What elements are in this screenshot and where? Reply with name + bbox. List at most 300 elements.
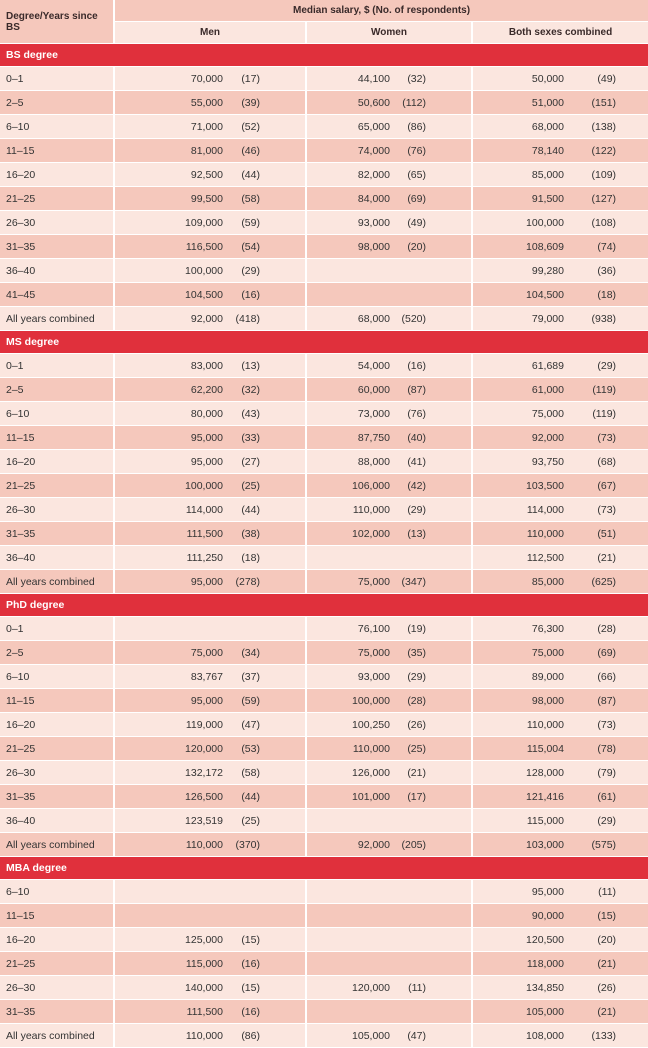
row-label: 21–25	[0, 187, 114, 211]
table-row	[0, 809, 648, 833]
men-count: (53)	[229, 737, 306, 761]
women-salary	[306, 880, 396, 904]
table-row	[0, 952, 648, 976]
both-count: (119)	[570, 402, 648, 426]
men-count: (58)	[229, 187, 306, 211]
table-row	[0, 474, 648, 498]
women-count: (40)	[396, 426, 472, 450]
table-row	[0, 570, 648, 594]
table-row	[0, 378, 648, 402]
women-salary: 65,000	[306, 115, 396, 139]
table-row	[0, 163, 648, 187]
table-row	[0, 115, 648, 139]
men-salary: 99,500	[114, 187, 229, 211]
women-salary: 88,000	[306, 450, 396, 474]
both-count: (575)	[570, 833, 648, 857]
women-salary	[306, 904, 396, 928]
men-count	[229, 880, 306, 904]
men-count: (59)	[229, 211, 306, 235]
men-count: (25)	[229, 809, 306, 833]
women-count: (13)	[396, 522, 472, 546]
men-salary: 100,000	[114, 259, 229, 283]
women-salary: 102,000	[306, 522, 396, 546]
men-count: (278)	[229, 570, 306, 594]
table-row	[0, 976, 648, 1000]
both-count: (108)	[570, 211, 648, 235]
women-count: (29)	[396, 665, 472, 689]
men-salary: 132,172	[114, 761, 229, 785]
men-salary: 104,500	[114, 283, 229, 307]
men-salary	[114, 904, 229, 928]
men-count: (370)	[229, 833, 306, 857]
both-salary: 128,000	[472, 761, 570, 785]
men-salary: 75,000	[114, 641, 229, 665]
both-count: (122)	[570, 139, 648, 163]
women-count: (47)	[396, 1024, 472, 1048]
both-salary: 114,000	[472, 498, 570, 522]
women-count: (28)	[396, 689, 472, 713]
both-salary: 90,000	[472, 904, 570, 928]
women-salary: 68,000	[306, 307, 396, 331]
men-salary: 126,500	[114, 785, 229, 809]
both-salary: 92,000	[472, 426, 570, 450]
table-row	[0, 713, 648, 737]
column-header-both: Both sexes combined	[472, 22, 648, 44]
both-salary: 104,500	[472, 283, 570, 307]
both-count: (61)	[570, 785, 648, 809]
women-salary: 87,750	[306, 426, 396, 450]
both-count: (69)	[570, 641, 648, 665]
both-count: (127)	[570, 187, 648, 211]
both-count: (151)	[570, 91, 648, 115]
both-count: (73)	[570, 426, 648, 450]
table-row	[0, 283, 648, 307]
both-salary: 89,000	[472, 665, 570, 689]
both-count: (74)	[570, 235, 648, 259]
table-body	[0, 44, 648, 1048]
row-label: All years combined	[0, 833, 114, 857]
women-salary: 60,000	[306, 378, 396, 402]
both-count: (29)	[570, 809, 648, 833]
women-count: (69)	[396, 187, 472, 211]
both-count: (26)	[570, 976, 648, 1000]
both-count: (119)	[570, 378, 648, 402]
men-count: (34)	[229, 641, 306, 665]
section-title: PhD degree	[0, 594, 648, 617]
both-count: (68)	[570, 450, 648, 474]
women-count: (42)	[396, 474, 472, 498]
men-salary: 115,000	[114, 952, 229, 976]
women-salary	[306, 283, 396, 307]
table-row	[0, 307, 648, 331]
men-salary: 114,000	[114, 498, 229, 522]
table-row	[0, 761, 648, 785]
both-count: (49)	[570, 67, 648, 91]
men-count: (38)	[229, 522, 306, 546]
both-count: (67)	[570, 474, 648, 498]
men-count: (418)	[229, 307, 306, 331]
both-count: (36)	[570, 259, 648, 283]
row-label: 41–45	[0, 283, 114, 307]
women-count: (25)	[396, 737, 472, 761]
women-salary: 101,000	[306, 785, 396, 809]
both-count: (109)	[570, 163, 648, 187]
men-count: (32)	[229, 378, 306, 402]
row-label: 16–20	[0, 450, 114, 474]
row-label: 16–20	[0, 163, 114, 187]
women-salary: 75,000	[306, 570, 396, 594]
women-salary: 106,000	[306, 474, 396, 498]
men-count: (52)	[229, 115, 306, 139]
men-count: (58)	[229, 761, 306, 785]
row-label: 31–35	[0, 522, 114, 546]
row-label: 26–30	[0, 498, 114, 522]
men-count: (16)	[229, 283, 306, 307]
men-salary: 109,000	[114, 211, 229, 235]
women-count: (32)	[396, 67, 472, 91]
row-label: 26–30	[0, 761, 114, 785]
row-label: 31–35	[0, 785, 114, 809]
men-salary: 70,000	[114, 67, 229, 91]
men-count: (27)	[229, 450, 306, 474]
both-salary: 68,000	[472, 115, 570, 139]
both-salary: 103,500	[472, 474, 570, 498]
both-salary: 121,416	[472, 785, 570, 809]
both-salary: 115,000	[472, 809, 570, 833]
men-count: (44)	[229, 785, 306, 809]
women-salary	[306, 259, 396, 283]
men-count: (44)	[229, 498, 306, 522]
women-salary: 110,000	[306, 498, 396, 522]
row-label: 36–40	[0, 259, 114, 283]
both-salary: 118,000	[472, 952, 570, 976]
both-salary: 93,750	[472, 450, 570, 474]
women-count: (347)	[396, 570, 472, 594]
both-salary: 115,004	[472, 737, 570, 761]
women-count	[396, 259, 472, 283]
both-salary: 61,000	[472, 378, 570, 402]
women-count: (205)	[396, 833, 472, 857]
column-header-women: Women	[306, 22, 472, 44]
women-salary: 93,000	[306, 665, 396, 689]
row-label: 21–25	[0, 474, 114, 498]
table-row	[0, 426, 648, 450]
table-row	[0, 833, 648, 857]
women-count	[396, 880, 472, 904]
both-count: (625)	[570, 570, 648, 594]
both-salary: 112,500	[472, 546, 570, 570]
table-row	[0, 450, 648, 474]
women-salary: 75,000	[306, 641, 396, 665]
women-count: (35)	[396, 641, 472, 665]
women-count: (11)	[396, 976, 472, 1000]
women-count	[396, 928, 472, 952]
women-count: (19)	[396, 617, 472, 641]
row-label: 36–40	[0, 809, 114, 833]
both-count: (73)	[570, 498, 648, 522]
both-salary: 85,000	[472, 570, 570, 594]
row-label: All years combined	[0, 307, 114, 331]
table-row	[0, 1024, 648, 1048]
men-salary: 111,500	[114, 522, 229, 546]
men-salary: 80,000	[114, 402, 229, 426]
column-header-men: Men	[114, 22, 306, 44]
row-label: 21–25	[0, 737, 114, 761]
women-count: (87)	[396, 378, 472, 402]
men-count: (17)	[229, 67, 306, 91]
women-salary: 92,000	[306, 833, 396, 857]
women-salary: 105,000	[306, 1024, 396, 1048]
women-count: (41)	[396, 450, 472, 474]
row-label: 11–15	[0, 426, 114, 450]
table-row	[0, 665, 648, 689]
men-count: (37)	[229, 665, 306, 689]
section-header-row	[0, 594, 648, 617]
table-row	[0, 187, 648, 211]
men-salary: 100,000	[114, 474, 229, 498]
men-count: (25)	[229, 474, 306, 498]
men-salary: 95,000	[114, 426, 229, 450]
women-count: (520)	[396, 307, 472, 331]
men-count: (16)	[229, 952, 306, 976]
row-label: 11–15	[0, 904, 114, 928]
table-row	[0, 259, 648, 283]
men-salary: 92,500	[114, 163, 229, 187]
both-salary: 108,609	[472, 235, 570, 259]
men-count: (43)	[229, 402, 306, 426]
row-label: 6–10	[0, 115, 114, 139]
both-salary: 105,000	[472, 1000, 570, 1024]
both-count: (938)	[570, 307, 648, 331]
table-row	[0, 737, 648, 761]
women-salary	[306, 546, 396, 570]
women-count	[396, 1000, 472, 1024]
both-salary: 75,000	[472, 402, 570, 426]
both-salary: 110,000	[472, 713, 570, 737]
men-salary: 111,500	[114, 1000, 229, 1024]
both-salary: 78,140	[472, 139, 570, 163]
men-count: (33)	[229, 426, 306, 450]
row-label: 26–30	[0, 211, 114, 235]
women-count: (20)	[396, 235, 472, 259]
men-count: (16)	[229, 1000, 306, 1024]
row-label: 11–15	[0, 139, 114, 163]
row-label: 2–5	[0, 378, 114, 402]
women-salary: 82,000	[306, 163, 396, 187]
table-row	[0, 641, 648, 665]
men-salary	[114, 880, 229, 904]
women-count	[396, 904, 472, 928]
table-row	[0, 904, 648, 928]
both-salary: 99,280	[472, 259, 570, 283]
row-label: 26–30	[0, 976, 114, 1000]
table-row	[0, 91, 648, 115]
row-label: 31–35	[0, 1000, 114, 1024]
women-salary	[306, 809, 396, 833]
table-row	[0, 928, 648, 952]
women-salary: 76,100	[306, 617, 396, 641]
row-label: All years combined	[0, 1024, 114, 1048]
women-count: (16)	[396, 354, 472, 378]
women-salary: 126,000	[306, 761, 396, 785]
men-count: (18)	[229, 546, 306, 570]
men-count: (86)	[229, 1024, 306, 1048]
row-label: 2–5	[0, 641, 114, 665]
women-salary: 100,000	[306, 689, 396, 713]
both-salary: 51,000	[472, 91, 570, 115]
row-label: 6–10	[0, 880, 114, 904]
men-salary	[114, 617, 229, 641]
women-count: (17)	[396, 785, 472, 809]
both-salary: 108,000	[472, 1024, 570, 1048]
row-label: 16–20	[0, 928, 114, 952]
men-count: (47)	[229, 713, 306, 737]
both-count: (78)	[570, 737, 648, 761]
row-label: 6–10	[0, 402, 114, 426]
men-salary: 83,767	[114, 665, 229, 689]
women-count: (76)	[396, 139, 472, 163]
women-count	[396, 283, 472, 307]
men-count: (15)	[229, 976, 306, 1000]
row-label: 36–40	[0, 546, 114, 570]
men-count: (59)	[229, 689, 306, 713]
men-count: (46)	[229, 139, 306, 163]
table-row	[0, 498, 648, 522]
table-row	[0, 785, 648, 809]
men-count: (54)	[229, 235, 306, 259]
section-header-row	[0, 857, 648, 880]
table-header	[0, 0, 648, 44]
men-salary: 140,000	[114, 976, 229, 1000]
men-count	[229, 617, 306, 641]
both-count: (20)	[570, 928, 648, 952]
both-count: (15)	[570, 904, 648, 928]
women-count: (29)	[396, 498, 472, 522]
both-salary: 85,000	[472, 163, 570, 187]
row-label: 0–1	[0, 354, 114, 378]
women-salary	[306, 952, 396, 976]
men-salary: 83,000	[114, 354, 229, 378]
women-salary: 84,000	[306, 187, 396, 211]
men-salary: 81,000	[114, 139, 229, 163]
row-label: 21–25	[0, 952, 114, 976]
men-salary: 123,519	[114, 809, 229, 833]
both-count: (21)	[570, 546, 648, 570]
women-count	[396, 546, 472, 570]
men-count: (29)	[229, 259, 306, 283]
both-salary: 50,000	[472, 67, 570, 91]
table-row	[0, 139, 648, 163]
women-salary	[306, 1000, 396, 1024]
men-salary: 95,000	[114, 570, 229, 594]
women-count: (86)	[396, 115, 472, 139]
women-salary: 50,600	[306, 91, 396, 115]
men-count: (44)	[229, 163, 306, 187]
men-salary: 95,000	[114, 450, 229, 474]
women-count: (76)	[396, 402, 472, 426]
both-salary: 103,000	[472, 833, 570, 857]
row-label: 0–1	[0, 67, 114, 91]
section-title: MBA degree	[0, 857, 648, 880]
both-salary: 95,000	[472, 880, 570, 904]
men-salary: 119,000	[114, 713, 229, 737]
row-label: 2–5	[0, 91, 114, 115]
both-count: (29)	[570, 354, 648, 378]
both-count: (11)	[570, 880, 648, 904]
row-label: All years combined	[0, 570, 114, 594]
both-count: (21)	[570, 952, 648, 976]
women-salary: 110,000	[306, 737, 396, 761]
section-header-row	[0, 331, 648, 354]
both-salary: 134,850	[472, 976, 570, 1000]
table-row	[0, 235, 648, 259]
row-label-header: Degree/Years since BS	[0, 0, 114, 44]
both-count: (87)	[570, 689, 648, 713]
women-salary: 74,000	[306, 139, 396, 163]
section-header-row	[0, 44, 648, 67]
row-label: 0–1	[0, 617, 114, 641]
women-salary: 100,250	[306, 713, 396, 737]
both-salary: 100,000	[472, 211, 570, 235]
both-salary: 91,500	[472, 187, 570, 211]
women-count: (112)	[396, 91, 472, 115]
women-count: (49)	[396, 211, 472, 235]
men-salary: 71,000	[114, 115, 229, 139]
row-label: 11–15	[0, 689, 114, 713]
table-row	[0, 354, 648, 378]
section-title: MS degree	[0, 331, 648, 354]
both-count: (133)	[570, 1024, 648, 1048]
both-count: (21)	[570, 1000, 648, 1024]
both-salary: 110,000	[472, 522, 570, 546]
women-salary: 98,000	[306, 235, 396, 259]
women-salary: 73,000	[306, 402, 396, 426]
men-salary: 62,200	[114, 378, 229, 402]
both-count: (138)	[570, 115, 648, 139]
men-salary: 110,000	[114, 1024, 229, 1048]
men-count: (15)	[229, 928, 306, 952]
row-label: 6–10	[0, 665, 114, 689]
women-count: (26)	[396, 713, 472, 737]
men-salary: 125,000	[114, 928, 229, 952]
women-salary: 120,000	[306, 976, 396, 1000]
both-count: (73)	[570, 713, 648, 737]
men-count: (39)	[229, 91, 306, 115]
both-count: (18)	[570, 283, 648, 307]
both-count: (51)	[570, 522, 648, 546]
table-row	[0, 522, 648, 546]
men-count	[229, 904, 306, 928]
men-salary: 55,000	[114, 91, 229, 115]
both-salary: 61,689	[472, 354, 570, 378]
table-row	[0, 617, 648, 641]
both-count: (28)	[570, 617, 648, 641]
women-count	[396, 809, 472, 833]
women-count: (65)	[396, 163, 472, 187]
row-label: 16–20	[0, 713, 114, 737]
women-count: (21)	[396, 761, 472, 785]
table-row	[0, 689, 648, 713]
both-salary: 120,500	[472, 928, 570, 952]
women-salary: 93,000	[306, 211, 396, 235]
men-salary: 116,500	[114, 235, 229, 259]
table-row	[0, 546, 648, 570]
women-count	[396, 952, 472, 976]
men-salary: 110,000	[114, 833, 229, 857]
section-title: BS degree	[0, 44, 648, 67]
table-row	[0, 1000, 648, 1024]
women-salary	[306, 928, 396, 952]
